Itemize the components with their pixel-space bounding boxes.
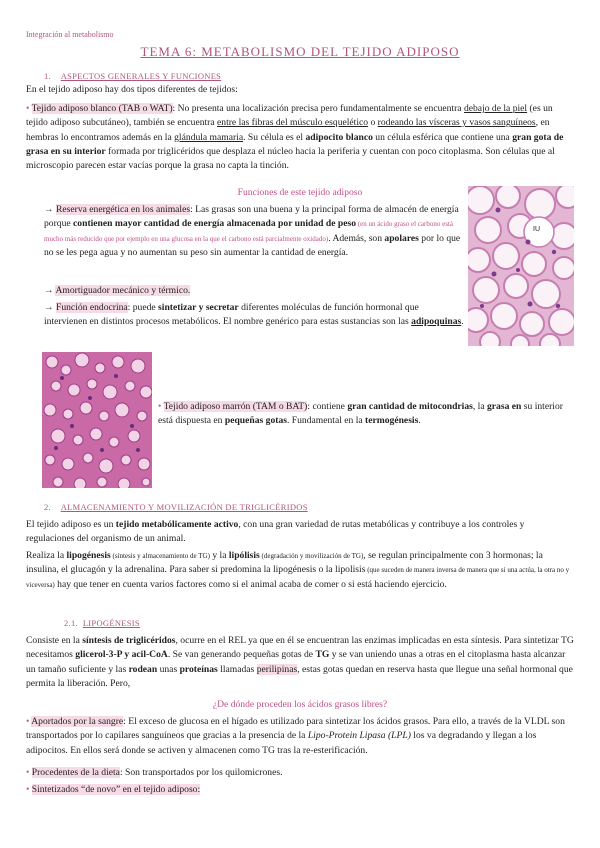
- source-1-italic: Lipo-Protein Lipasa (LPL): [307, 730, 411, 742]
- s2p2-note: (que suceden de manera inversa de manera que si una actúa, la otra no y viceversa): [26, 566, 570, 589]
- section-1-title: ASPECTOS GENERALES Y FUNCIONES: [60, 71, 222, 81]
- s2p2-note: (síntesis y almacenamiento de TG): [110, 552, 210, 560]
- section-2-title: ALMACENAMIENTO Y MOVILIZACIÓN DE TRIGLICÉRIDOS: [60, 502, 308, 512]
- bat-text: , la: [472, 401, 487, 412]
- wat-bold: adipocito blanco: [305, 131, 373, 143]
- source-1: [26, 715, 574, 758]
- wat-underline: entre las fibras del músculo esquelético: [217, 117, 369, 129]
- lipo-text: , estas gotas quedan en reserva hasta que llegue una señal hormonal que permita la liberación. Pero,: [26, 663, 573, 689]
- brown-adipose-micrograph: [42, 352, 152, 488]
- wat-text: . Su célula es el: [243, 131, 306, 143]
- section-2-1-title: LIPOGÉNESIS: [82, 618, 140, 628]
- function-1-text: : Las grasas son una buena y la principal forma de almacén de energía porque: [44, 204, 459, 230]
- s2p2-note: (degradación y movilización de TG): [259, 552, 364, 560]
- wat-text: o: [368, 117, 378, 129]
- function-3-text: : puede: [127, 302, 159, 313]
- wat-underline: rodeando las vísceras y vasos sanguíneos: [377, 117, 536, 129]
- funciones-title: Funciones de este tejido adiposo: [237, 187, 363, 198]
- bullet: •: [26, 784, 30, 795]
- bullet: •: [26, 716, 30, 727]
- function-1-label: Reserva energética en los animales: [56, 204, 191, 215]
- wat-text: (es un tejido adiposo subcutáneo), también se encuentra: [26, 103, 553, 129]
- s2p1-text: El tejido adiposo es un: [26, 519, 116, 530]
- bullet: •: [158, 401, 162, 412]
- function-1-text: . Además, son: [328, 232, 385, 244]
- arrow-icon: →: [44, 285, 54, 296]
- s2p1-bold: tejido metabólicamente activo: [115, 519, 239, 530]
- s2p2-text: hay que tener en cuenta varios factores como si el animal acaba de comer o si está haciendo ejercicio.: [54, 578, 447, 590]
- wat-text: : No presenta una localización precisa pero fundamentalmente se encuentra: [172, 103, 464, 114]
- s2p2-text: Realiza la: [26, 550, 67, 561]
- white-adipose-micrograph: [468, 186, 574, 346]
- function-1-bold: contienen mayor cantidad de energía almacenada por unidad de peso: [73, 218, 356, 230]
- wat-text: un célula esférica que contiene una: [372, 131, 513, 143]
- bullet: •: [26, 103, 30, 114]
- function-3: [44, 301, 464, 330]
- function-1: [44, 203, 464, 260]
- s2p1-text: , con una gran variedad de rutas metabólicas y contribuye a los controles y regulaciones del organismo de un animal.: [26, 519, 525, 545]
- bat-bold: termogénesis: [365, 415, 419, 427]
- lipo-bold: TG: [315, 649, 330, 661]
- wat-text: , en hembras lo encontramos además en la: [26, 117, 550, 143]
- wat-underline: glándula mamaria: [174, 131, 244, 143]
- section-1-heading: [44, 71, 221, 81]
- bat-text: : contiene: [307, 401, 348, 412]
- wat-underline: debajo de la piel: [463, 103, 528, 114]
- section-2-number: 2.: [44, 502, 51, 512]
- micrograph-label: IU: [533, 226, 540, 233]
- s2p2-bold: lipogénesis: [66, 550, 111, 561]
- bat-text: .: [418, 415, 421, 427]
- lipo-text: . Se van generando pequeñas gotas de: [167, 649, 316, 661]
- lipo-bold: glicerol-3-P y acil-CoA: [75, 649, 168, 661]
- function-1-text: por lo que no se les pega agua y no aumentan su peso sin aumentar la cantidad de energía.: [44, 232, 461, 258]
- bullet: •: [26, 767, 30, 778]
- bat-bold: grasa en: [487, 401, 522, 412]
- source-1-label: Aportados por la sangre: [31, 716, 124, 727]
- s2p2-text: y la: [209, 550, 229, 561]
- section-2-paragraph-1: [26, 518, 574, 547]
- section-2-1-number: 2.1.: [64, 618, 78, 628]
- bat-bold: gran cantidad de mitocondrias: [347, 401, 473, 412]
- bat-paragraph: [158, 400, 578, 429]
- wat-paragraph: [26, 102, 566, 173]
- bat-text: su interior está dispuesta en: [158, 401, 563, 427]
- lipo-text: , ocurre en el REL ya que en él se encuentran las enzimas implicadas en esta síntesis. Para sintetizar TG necesitamos: [26, 635, 574, 661]
- function-2-label: Amortiguador mecánico y térmico.: [55, 285, 191, 296]
- lipo-text: unas: [157, 663, 180, 675]
- wat-label: Tejido adiposo blanco (TAB o WAT): [31, 103, 173, 114]
- function-3-bold: sintetizar y secretar: [158, 302, 239, 313]
- wat-text: formada por triglicéridos que desplaza el núcleo hacia la periferia y cuentan con poco citoplasma. Son células que al microscopio parecen estar vacías porque la grasa no capta la tinción.: [26, 145, 555, 172]
- lipogenesis-paragraph: [26, 634, 574, 691]
- bat-label: Tejido adiposo marrón (TAM o BAT): [163, 401, 308, 412]
- page-title: TEMA 6: METABOLISMO DEL TEJIDO ADIPOSO: [140, 44, 460, 59]
- source-3: [26, 783, 574, 797]
- source-2-label: Procedentes de la dieta: [31, 767, 120, 778]
- function-3-bold: adipoquinas: [411, 316, 462, 328]
- section-2-1-heading: [64, 618, 140, 628]
- lipo-bold: proteínas: [179, 663, 218, 675]
- free-fatty-acids-question: ¿De dónde proceden los ácidos grasos libres?: [212, 699, 388, 710]
- function-1-bold: apolares: [384, 232, 419, 244]
- function-3-text: diferentes moléculas de función hormonal que intervienen en distintos procesos metabólicos. El nombre genérico para estas sustancias son las: [44, 302, 419, 328]
- function-2: [44, 284, 464, 298]
- s2p2-text: , se regulan principalmente con 3 hormonas; la insulina, el glucagón y la adrenalina. Para saber si predomina la lipogénesis o la lipolisis: [26, 550, 543, 576]
- source-3-label: Sintetizados “de novo” en el tejido adiposo:: [31, 784, 201, 795]
- source-1-text: los va degradando y llegan a los adipocitos. En ellos será donde se activen y almacenen como TG tras la re-esterificación.: [26, 730, 537, 756]
- bat-text: . Fundamental en la: [286, 415, 366, 427]
- lipo-bold: síntesis de triglicéridos: [82, 635, 176, 646]
- lipo-text: llamadas: [217, 663, 257, 675]
- lipo-text: y se van uniendo unas a otras en el citoplasma hasta alcanzar un tamaño suficiente y las: [26, 649, 566, 675]
- section-2-paragraph-2: [26, 549, 574, 592]
- lipo-bold: rodean: [128, 663, 158, 675]
- running-header: Integración al metabolismo: [26, 30, 114, 39]
- lipo-text: Consiste en la: [26, 635, 83, 646]
- s2p2-bold: lipólisis: [228, 550, 260, 561]
- source-2-text: : Son transportados por los quilomicrones.: [119, 767, 283, 778]
- perilipinas-highlight: perilipinas: [256, 663, 298, 675]
- function-3-text: .: [461, 316, 464, 328]
- function-1-note: (en un ácido graso el carbono está mucho más reducido que por ejemplo en una glucosa en la que el carbono está parcialmente oxidado): [44, 220, 453, 243]
- bat-bold: pequeñas gotas: [224, 415, 287, 427]
- section-2-heading: [44, 502, 308, 512]
- source-1-text: : El exceso de glucosa en el hígado es utilizado para sintetizar los ácidos grasos. Para ello, a través de la VLDL son transportados por lo capilares sanguíneos que gracias a la presencia de la: [26, 716, 565, 742]
- arrow-icon: →: [44, 204, 54, 215]
- section-1-number: 1.: [44, 71, 51, 81]
- source-2: [26, 766, 574, 780]
- function-3-label: Función endocrina: [56, 302, 128, 313]
- wat-bold: gran gota de grasa en su interior: [26, 131, 564, 157]
- intro-text: En el tejido adiposo hay dos tipos diferentes de tejidos:: [26, 84, 238, 95]
- arrow-icon: →: [44, 302, 54, 313]
